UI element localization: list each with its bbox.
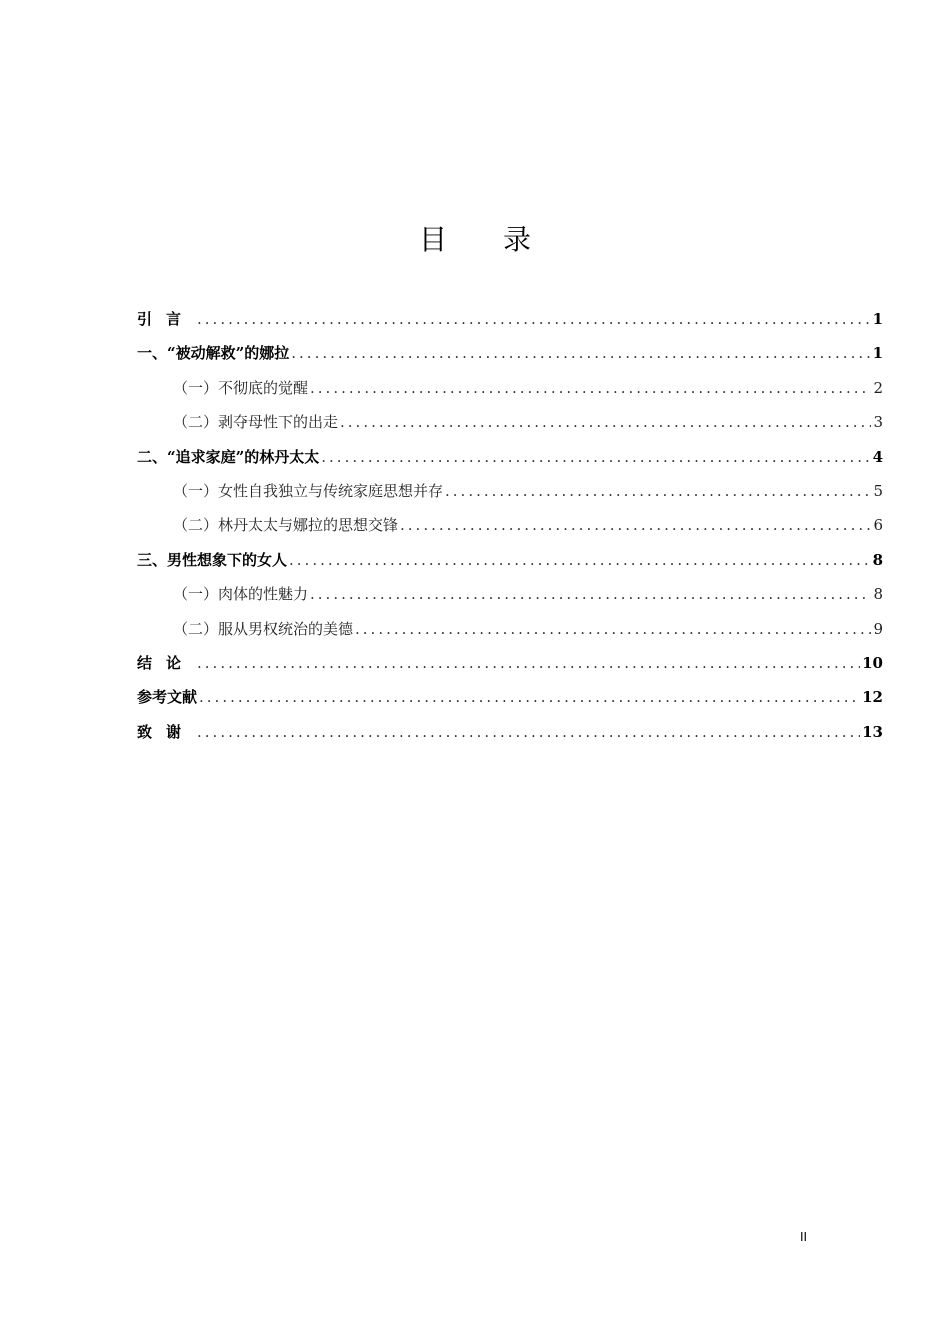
toc-entry-chapter-1[interactable] [137,336,883,370]
toc-entry-page: 5 [873,481,883,500]
toc-entry-label: （一）肉体的性魅力 [173,585,309,604]
toc-entry-chapter-3[interactable] [137,543,883,577]
toc-title-char-1: 目 [418,223,447,256]
toc-entry-references[interactable] [137,680,883,714]
toc-entry-page: 9 [873,619,883,638]
toc-entry-section-2-1[interactable] [137,474,883,508]
toc-entry-label: 引言 [137,310,196,328]
toc-entry-label: （二）服从男权统治的美德 [173,619,354,638]
toc-entry-page: 12 [862,688,883,707]
toc-leader-dots [197,302,871,336]
toc-title-char-2: 录 [503,223,532,256]
toc-entry-label: 三、男性想象下的女人 [137,550,288,569]
toc-entry-label: 一、“被动解救”的娜拉 [137,344,290,363]
toc-entry-page: 6 [873,516,883,535]
toc-leader-dots [197,646,860,680]
toc-entry-page: 3 [873,413,883,432]
toc-leader-dots [289,543,871,577]
toc-entry-section-1-2[interactable] [137,405,883,439]
toc-entry-section-2-2[interactable] [137,508,883,542]
toc-leader-dots [445,474,871,508]
toc-entry-label: （二）剥夺母性下的出走 [173,413,339,432]
toc-entry-conclusion[interactable] [137,646,883,680]
toc-entry-section-3-2[interactable] [137,612,883,646]
toc-entry-label: （一）女性自我独立与传统家庭思想并存 [173,481,444,500]
toc-entry-label: 结论 [137,653,196,672]
toc-leader-dots [310,577,871,611]
toc-entry-chapter-2[interactable] [137,440,883,474]
toc-entry-acknowledgements[interactable] [137,715,883,749]
page-number: II [800,1230,808,1244]
toc-entry-label: 参考文献 [137,688,198,707]
table-of-contents [137,302,883,749]
toc-entry-label: （二）林丹太太与娜拉的思想交锋 [173,516,399,535]
toc-leader-dots [340,405,871,439]
toc-entry-page: 8 [872,550,883,569]
toc-entry-label: （一）不彻底的觉醒 [173,378,309,397]
toc-entry-page: 8 [873,585,883,604]
toc-entry-label: 二、“追求家庭”的林丹太太 [137,447,320,466]
toc-leader-dots [199,680,860,714]
toc-entry-page: 4 [872,447,883,466]
toc-entry-page: 13 [862,722,883,741]
toc-entry-introduction[interactable] [137,302,883,336]
toc-leader-dots [310,371,871,405]
toc-leader-dots [197,715,860,749]
toc-leader-dots [291,336,870,370]
toc-leader-dots [321,440,870,474]
toc-entry-page: 1 [872,310,883,328]
toc-entry-page: 10 [862,653,883,672]
toc-leader-dots [400,508,871,542]
toc-entry-page: 2 [873,378,883,397]
toc-entry-label: 致谢 [137,722,196,741]
toc-leader-dots [355,612,871,646]
toc-entry-page: 1 [872,344,883,363]
toc-entry-section-3-1[interactable] [137,577,883,611]
toc-title [0,220,950,260]
toc-entry-section-1-1[interactable] [137,371,883,405]
